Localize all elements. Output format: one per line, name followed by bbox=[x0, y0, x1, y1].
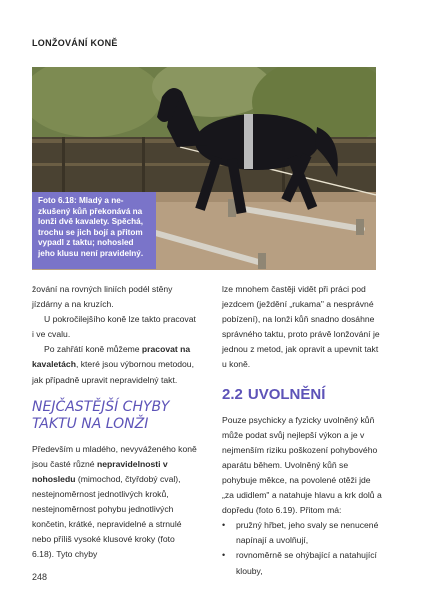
chapter-number: 2.2 bbox=[222, 385, 243, 403]
paragraph: lze mnohem častěji vidět při práci pod jezdcem (ježdění „rukama" a nesprávné pobízení), na lonži kůň snadno dosáhne správného taktu, proto právě lonžování je jednou z metod, jak opravit a upevnit takt u koně. bbox=[222, 284, 380, 370]
chapter-title: UVOLNĚNÍ bbox=[247, 385, 326, 403]
emphasis: pracovat na kavaletách bbox=[32, 344, 191, 370]
paragraph: Po zahřátí koně můžeme pracovat na kavaletách, které jsou výbornou metodou, jak případně upravit nepravidelný takt. bbox=[32, 344, 194, 385]
bullet-list bbox=[222, 518, 382, 578]
photo-caption: Foto 6.18: Mladý a ne-zkušený kůň překonává na lonži dvě kavalety. Spěchá, trochu se jich bojí a přitom vypadl z taktu; nohosled jeho klusu není pravidelný. bbox=[32, 192, 156, 269]
emphasis: nepravidelnosti v nohosledu bbox=[32, 458, 168, 484]
list-item: • pružný hřbet, jeho svaly se nenucené napínají a uvolňují, bbox=[222, 520, 379, 546]
paragraph: U pokročilejšího koně lze takto pracovat i ve cvalu. bbox=[32, 314, 196, 340]
paragraph: Pouze psychicky a fyzicky uvolněný kůň může podat svůj nejlepší výkon a je v nejmenším riziku poškození pohybového aparátu během. Uvolněný kůň se pohybuje měkce, na povolené otěži jde „za udidlem" a natahuje hlavu a krk dolů a dopředu (foto 6.19). Přitom má: bbox=[222, 414, 382, 516]
running-head: LONŽOVÁNÍ KONĚ bbox=[32, 38, 118, 48]
paragraph: Především u mladého, nevyváženého koně jsou časté různé nepravidelnosti v nohosledu (mimochod, čtyřdobý cval), nestejnoměrnost jednotlivých kroků, nestejnoměrnost pohybu jednotlivých končetin, krátké, nepravidelné a strnulé nebo příliš vysoké klusové kroky (foto 6.18). Tyto chyby bbox=[32, 443, 197, 560]
right-column bbox=[222, 282, 382, 579]
bullet-icon: • bbox=[222, 550, 226, 561]
chapter-heading bbox=[222, 386, 382, 404]
page-number: 248 bbox=[32, 572, 48, 582]
paragraph: žování na rovných liniích podél stěny jízdárny a na kruzích. bbox=[32, 284, 173, 310]
section-heading: NEJČASTĚJŠÍ CHYBY TAKTU NA LONŽI bbox=[32, 398, 170, 432]
left-column bbox=[32, 282, 198, 562]
list-item: • rovnoměrně se ohýbající a natahující klouby, bbox=[222, 550, 377, 576]
bullet-icon: • bbox=[222, 520, 226, 531]
